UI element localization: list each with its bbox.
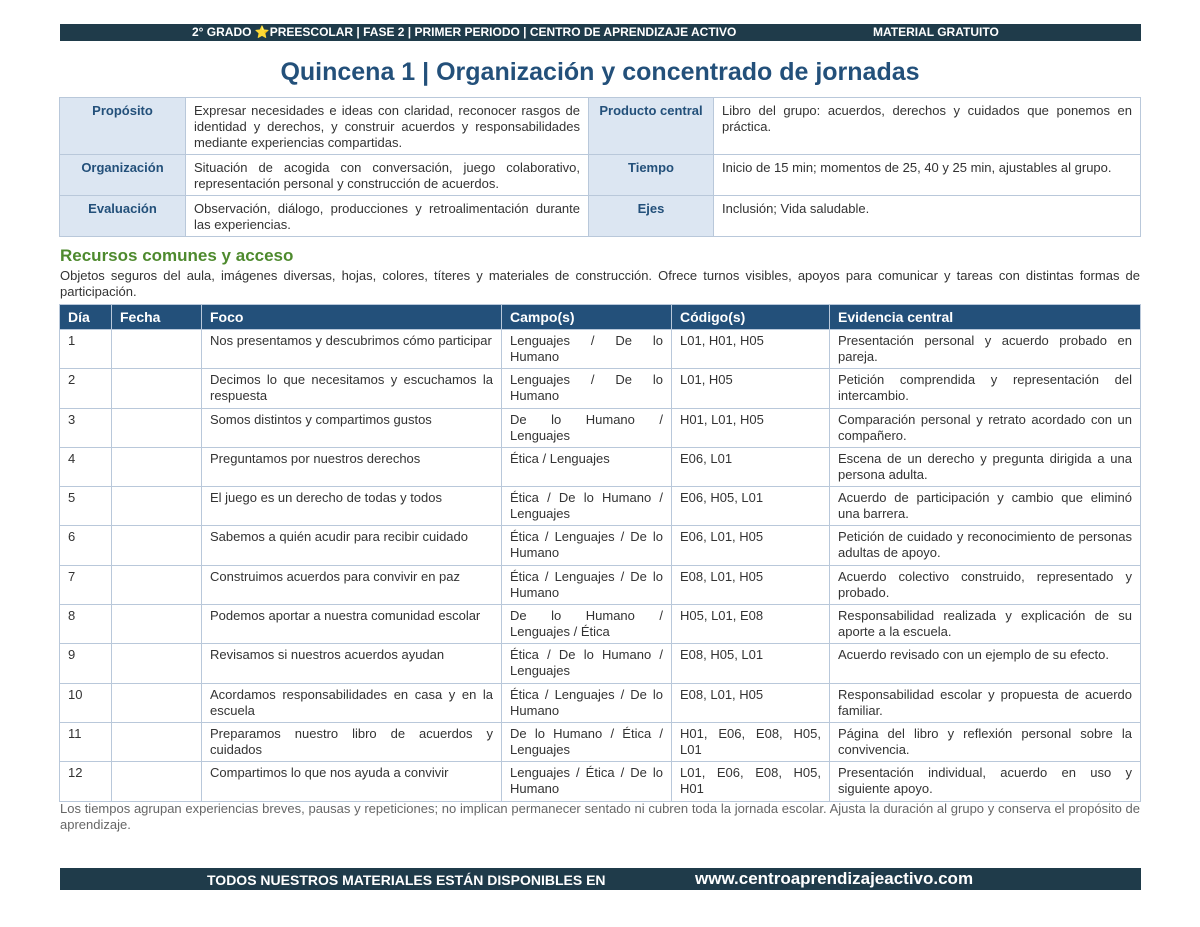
- table-row: [60, 408, 1141, 447]
- dia-cell: 2: [60, 369, 112, 408]
- fecha-cell[interactable]: [112, 369, 202, 408]
- foco-cell: Construimos acuerdos para convivir en paz: [202, 565, 502, 604]
- foco-cell: Acordamos responsabilidades en casa y en la escuela: [202, 683, 502, 722]
- campos-cell: Lenguajes / De lo Humano: [502, 369, 672, 408]
- fecha-cell[interactable]: [112, 447, 202, 486]
- fecha-cell[interactable]: [112, 565, 202, 604]
- campos-cell: De lo Humano / Lenguajes: [502, 408, 672, 447]
- foco-cell: Nos presentamos y descubrimos cómo participar: [202, 330, 502, 369]
- codigos-cell: L01, E06, E08, H05, H01: [672, 762, 830, 801]
- fecha-cell[interactable]: [112, 762, 202, 801]
- table-row: [60, 487, 1141, 526]
- campos-cell: Lenguajes / Ética / De lo Humano: [502, 762, 672, 801]
- codigos-cell: E06, H05, L01: [672, 487, 830, 526]
- evaluacion-text: Observación, diálogo, producciones y retroalimentación durante las experiencias.: [186, 196, 589, 237]
- table-row: [60, 644, 1141, 683]
- evidencia-cell: Presentación individual, acuerdo en uso y siguiente apoyo.: [830, 762, 1141, 801]
- evidencia-cell: Responsabilidad escolar y propuesta de acuerdo familiar.: [830, 683, 1141, 722]
- evidencia-cell: Presentación personal y acuerdo probado en pareja.: [830, 330, 1141, 369]
- footer-text: TODOS NUESTROS MATERIALES ESTÁN DISPONIBLES EN: [207, 872, 606, 888]
- footnote: Los tiempos agrupan experiencias breves, pausas y repeticiones; no implican permanecer sentado ni cubren toda la jornada escolar. Ajusta la duración al grupo y conserva el propósito de aprendizaje.: [60, 801, 1140, 832]
- proposito-label: Propósito: [60, 98, 186, 155]
- evidencia-cell: Petición comprendida y representación del intercambio.: [830, 369, 1141, 408]
- fecha-cell[interactable]: [112, 722, 202, 761]
- table-row: [60, 526, 1141, 565]
- codigos-cell: L01, H05: [672, 369, 830, 408]
- evidencia-cell: Escena de un derecho y pregunta dirigida a una persona adulta.: [830, 447, 1141, 486]
- foco-cell: El juego es un derecho de todas y todos: [202, 487, 502, 526]
- evidencia-cell: Petición de cuidado y reconocimiento de personas adultas de apoyo.: [830, 526, 1141, 565]
- campos-cell: Ética / Lenguajes / De lo Humano: [502, 683, 672, 722]
- info-table: [59, 97, 1141, 237]
- proposito-text: Expresar necesidades e ideas con claridad, reconocer rasgos de identidad y derechos, y construir acuerdos y responsabilidades mediante experiencias compartidas.: [186, 98, 589, 155]
- top-banner: [60, 24, 1141, 41]
- col-header-dia: Día: [60, 305, 112, 330]
- dia-cell: 9: [60, 644, 112, 683]
- evidencia-cell: Responsabilidad realizada y explicación de su aporte a la escuela.: [830, 605, 1141, 644]
- table-row: [60, 565, 1141, 604]
- table-row: [60, 369, 1141, 408]
- recursos-description: Objetos seguros del aula, imágenes diversas, hojas, colores, títeres y materiales de construcción. Ofrece turnos visibles, apoyos para comunicar y tareas con distintas formas de participación.: [60, 268, 1140, 299]
- dia-cell: 7: [60, 565, 112, 604]
- banner-free-material: MATERIAL GRATUITO: [873, 25, 999, 39]
- codigos-cell: E08, H05, L01: [672, 644, 830, 683]
- banner-info: 2° GRADO ⭐PREESCOLAR | FASE 2 | PRIMER PERIODO | CENTRO DE APRENDIZAJE ACTIVO: [192, 25, 737, 39]
- producto-text: Libro del grupo: acuerdos, derechos y cuidados que ponemos en práctica.: [714, 98, 1141, 155]
- table-row: [60, 447, 1141, 486]
- ejes-text: Inclusión; Vida saludable.: [714, 196, 1141, 237]
- campos-cell: Ética / De lo Humano / Lenguajes: [502, 644, 672, 683]
- fecha-cell[interactable]: [112, 487, 202, 526]
- col-header-campos: Campo(s): [502, 305, 672, 330]
- table-row: [60, 605, 1141, 644]
- dia-cell: 4: [60, 447, 112, 486]
- evidencia-cell: Acuerdo revisado con un ejemplo de su efecto.: [830, 644, 1141, 683]
- codigos-cell: H05, L01, E08: [672, 605, 830, 644]
- table-row: [60, 683, 1141, 722]
- organizacion-label: Organización: [60, 155, 186, 196]
- evidencia-cell: Comparación personal y retrato acordado con un compañero.: [830, 408, 1141, 447]
- fecha-cell[interactable]: [112, 408, 202, 447]
- dia-cell: 6: [60, 526, 112, 565]
- dia-cell: 8: [60, 605, 112, 644]
- foco-cell: Preguntamos por nuestros derechos: [202, 447, 502, 486]
- evaluacion-label: Evaluación: [60, 196, 186, 237]
- dia-cell: 3: [60, 408, 112, 447]
- evidencia-cell: Acuerdo de participación y cambio que eliminó una barrera.: [830, 487, 1141, 526]
- evidencia-cell: Acuerdo colectivo construido, representado y probado.: [830, 565, 1141, 604]
- campos-cell: Ética / Lenguajes: [502, 447, 672, 486]
- campos-cell: Ética / De lo Humano / Lenguajes: [502, 487, 672, 526]
- codigos-cell: E06, L01: [672, 447, 830, 486]
- campos-cell: De lo Humano / Ética / Lenguajes: [502, 722, 672, 761]
- footer-website-link[interactable]: www.centroaprendizajeactivo.com: [695, 869, 974, 888]
- foco-cell: Decimos lo que necesitamos y escuchamos la respuesta: [202, 369, 502, 408]
- foco-cell: Somos distintos y compartimos gustos: [202, 408, 502, 447]
- campos-cell: Ética / Lenguajes / De lo Humano: [502, 565, 672, 604]
- organizacion-text: Situación de acogida con conversación, juego colaborativo, representación personal y construcción de acuerdos.: [186, 155, 589, 196]
- tiempo-text: Inicio de 15 min; momentos de 25, 40 y 25 min, ajustables al grupo.: [714, 155, 1141, 196]
- codigos-cell: L01, H01, H05: [672, 330, 830, 369]
- evidencia-cell: Página del libro y reflexión personal sobre la convivencia.: [830, 722, 1141, 761]
- fecha-cell[interactable]: [112, 683, 202, 722]
- foco-cell: Sabemos a quién acudir para recibir cuidado: [202, 526, 502, 565]
- col-header-codigos: Código(s): [672, 305, 830, 330]
- col-header-foco: Foco: [202, 305, 502, 330]
- tiempo-label: Tiempo: [589, 155, 714, 196]
- dia-cell: 5: [60, 487, 112, 526]
- codigos-cell: E06, L01, H05: [672, 526, 830, 565]
- codigos-cell: H01, E06, E08, H05, L01: [672, 722, 830, 761]
- dia-cell: 11: [60, 722, 112, 761]
- fecha-cell[interactable]: [112, 644, 202, 683]
- foco-cell: Podemos aportar a nuestra comunidad escolar: [202, 605, 502, 644]
- dia-cell: 10: [60, 683, 112, 722]
- ejes-label: Ejes: [589, 196, 714, 237]
- codigos-cell: E08, L01, H05: [672, 683, 830, 722]
- table-row: [60, 330, 1141, 369]
- col-header-fecha: Fecha: [112, 305, 202, 330]
- codigos-cell: E08, L01, H05: [672, 565, 830, 604]
- plan-table: [59, 304, 1141, 802]
- fecha-cell[interactable]: [112, 526, 202, 565]
- table-row: [60, 762, 1141, 801]
- page-title: Quincena 1 | Organización y concentrado de jornadas: [280, 58, 920, 86]
- dia-cell: 1: [60, 330, 112, 369]
- campos-cell: De lo Humano / Lenguajes / Ética: [502, 605, 672, 644]
- recursos-title: Recursos comunes y acceso: [60, 246, 294, 265]
- producto-label: Producto central: [589, 98, 714, 155]
- table-row: [60, 722, 1141, 761]
- foco-cell: Preparamos nuestro libro de acuerdos y cuidados: [202, 722, 502, 761]
- campos-cell: Lenguajes / De lo Humano: [502, 330, 672, 369]
- fecha-cell[interactable]: [112, 330, 202, 369]
- codigos-cell: H01, L01, H05: [672, 408, 830, 447]
- dia-cell: 12: [60, 762, 112, 801]
- fecha-cell[interactable]: [112, 605, 202, 644]
- col-header-evidencia: Evidencia central: [830, 305, 1141, 330]
- bottom-banner: [60, 868, 1141, 890]
- foco-cell: Revisamos si nuestros acuerdos ayudan: [202, 644, 502, 683]
- foco-cell: Compartimos lo que nos ayuda a convivir: [202, 762, 502, 801]
- campos-cell: Ética / Lenguajes / De lo Humano: [502, 526, 672, 565]
